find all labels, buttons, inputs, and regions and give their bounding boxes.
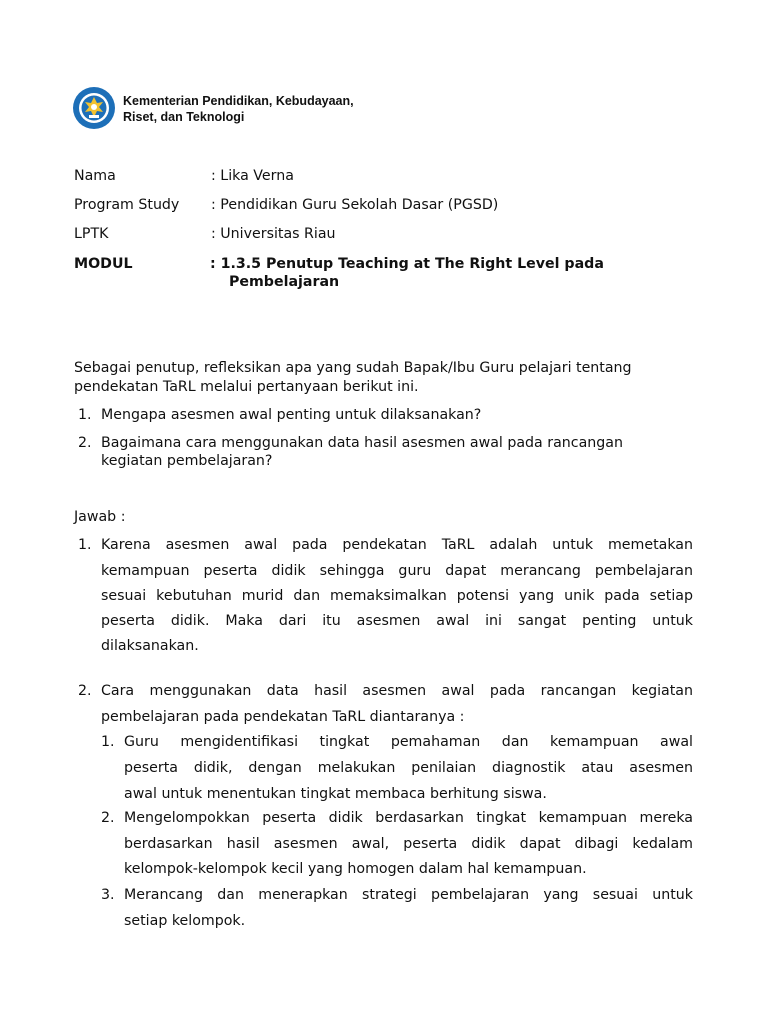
program-value: : Pendidikan Guru Sekolah Dasar (PGSD) — [211, 197, 499, 213]
modul-label: MODUL — [74, 256, 133, 272]
question-1-number: 1. — [78, 407, 92, 423]
modul-value-line-1: : 1.3.5 Penutup Teaching at The Right Level pada — [210, 256, 604, 272]
subitem-3-number: 3. — [101, 887, 115, 903]
nama-label: Nama — [74, 168, 116, 184]
organization-name — [123, 94, 354, 125]
answer-1-line-1: Karena asesmen awal pada pendekatan TaRL adalah untuk memetakan — [101, 537, 693, 553]
jawab-label: Jawab : — [74, 509, 126, 525]
question-2-number: 2. — [78, 435, 92, 451]
modul-value-line-2: Pembelajaran — [229, 274, 340, 290]
subitem-3-line-2: setiap kelompok. — [124, 913, 246, 929]
question-2-line-2: kegiatan pembelajaran? — [101, 453, 273, 469]
subitem-1-line-1: Guru mengidentifikasi tingkat pemahaman dan kemampuan awal — [124, 734, 693, 750]
program-label: Program Study — [74, 197, 180, 213]
answer-2-line-2: pembelajaran pada pendekatan TaRL diantaranya : — [101, 709, 465, 725]
org-line-1: Kementerian Pendidikan, Kebudayaan, — [123, 94, 354, 108]
lptk-label: LPTK — [74, 226, 109, 242]
question-1-line-1: Mengapa asesmen awal penting untuk dilaksanakan? — [101, 407, 482, 423]
answer-1-line-5: dilaksanakan. — [101, 638, 199, 654]
tut-wuri-handayani-logo-icon — [72, 86, 116, 130]
lptk-value: : Universitas Riau — [211, 226, 336, 242]
answer-1-line-2: kemampuan peserta didik sehingga guru dapat merancang pembelajaran — [101, 563, 693, 579]
answer-1-line-4: peserta didik. Maka dari itu asesmen awal ini sangat penting untuk — [101, 613, 693, 629]
subitem-1-line-3: awal untuk menentukan tingkat membaca berhitung siswa. — [124, 786, 547, 802]
subitem-2-number: 2. — [101, 810, 115, 826]
intro-line-2: pendekatan TaRL melalui pertanyaan berikut ini. — [74, 379, 419, 395]
question-2-line-1: Bagaimana cara menggunakan data hasil asesmen awal pada rancangan — [101, 435, 623, 451]
answer-1-line-3: sesuai kebutuhan murid dan memaksimalkan potensi yang unik pada setiap — [101, 588, 693, 604]
subitem-1-number: 1. — [101, 734, 115, 750]
nama-value: : Lika Verna — [211, 168, 294, 184]
subitem-2-line-2: berdasarkan hasil asesmen awal, peserta didik dapat dibagi kedalam — [124, 836, 693, 852]
intro-line-1: Sebagai penutup, refleksikan apa yang sudah Bapak/Ibu Guru pelajari tentang — [74, 360, 632, 376]
answer-1-number: 1. — [78, 537, 92, 553]
subitem-3-line-1: Merancang dan menerapkan strategi pembelajaran yang sesuai untuk — [124, 887, 693, 903]
subitem-2-line-3: kelompok-kelompok kecil yang homogen dalam hal kemampuan. — [124, 861, 587, 877]
answer-2-number: 2. — [78, 683, 92, 699]
subitem-1-line-2: peserta didik, dengan melakukan penilaian diagnostik atau asesmen — [124, 760, 693, 776]
org-line-2: Riset, dan Teknologi — [123, 109, 245, 124]
subitem-2-line-1: Mengelompokkan peserta didik berdasarkan tingkat kemampuan mereka — [124, 810, 693, 826]
answer-2-line-1: Cara menggunakan data hasil asesmen awal pada rancangan kegiatan — [101, 683, 693, 699]
